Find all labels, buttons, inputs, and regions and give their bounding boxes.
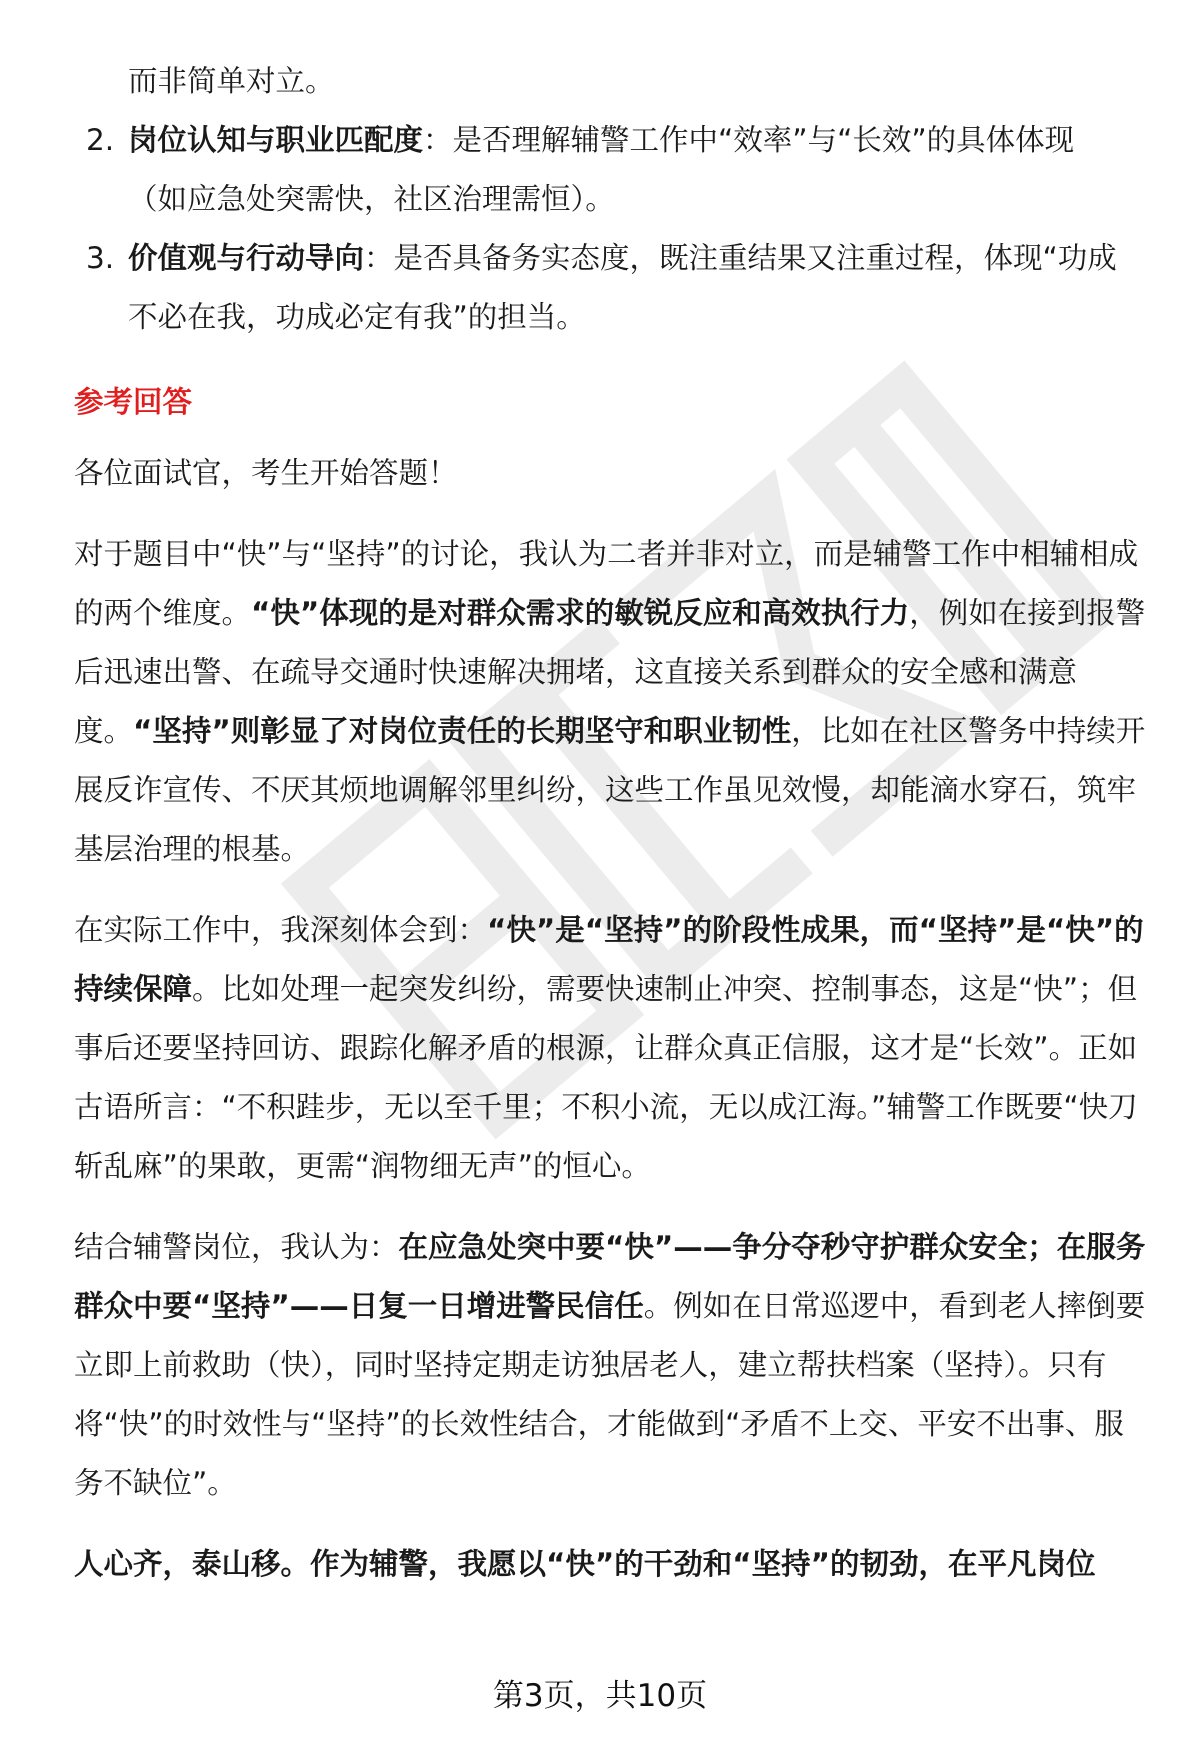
text: 在实际工作中，我深刻体会到： — [74, 913, 488, 947]
criteria-item — [74, 111, 1152, 229]
criteria-title: 价值观与行动导向 — [128, 241, 365, 275]
main-content — [74, 52, 1152, 1594]
criteria-text-cont: （如应急处突需快，社区治理需恒）。 — [128, 182, 615, 216]
bold-text: 在应急处突中要“快”——争分夺秒守护群众安全；在服务群众中要“坚持”——日复一日增进警民信任 — [74, 1230, 1146, 1323]
criteria-text-cont: 不必在我，功成必定有我”的担当。 — [128, 300, 586, 334]
list-number: 2. — [86, 123, 115, 157]
page-footer: 第3页，共10页 — [492, 1678, 708, 1714]
bold-text: 人心齐，泰山移。作为辅警，我愿以“快”的干劲和“坚持”的韧劲，在平凡岗位 — [74, 1547, 1096, 1581]
text: ，比如在社区警务中持续开展反诈宣传、不厌其烦地调解邻里纠纷，这些工作虽见效慢，却能滴水穿石，筑牢基层治理的根基。 — [74, 714, 1146, 866]
criteria-text: ：是否理解辅警工作中“效率”与“长效”的具体体现 — [423, 123, 1075, 157]
greeting: 各位面试官，考生开始答题！ — [74, 456, 458, 490]
bold-text: “快”是“坚持”的阶段性成果，而“坚持”是“快”的持续保障 — [74, 913, 1144, 1006]
continuation-line: 而非简单对立。 — [128, 64, 335, 98]
criteria-list — [74, 111, 1152, 347]
criteria-title: 岗位认知与职业匹配度 — [128, 123, 424, 157]
paragraph-2 — [74, 901, 1152, 1196]
text: 。比如处理一起突发纠纷，需要快速制止冲突、控制事态，这是“快”；但事后还要坚持回访、跟踪化解矛盾的根源，让群众真正信服，这才是“长效”。正如古语所言：“不积跬步，无以至千里；不积小流，无以成江海。”辅警工作既要“快刀斩乱麻”的果敢，更需“润物细无声”的恒心。 — [74, 972, 1138, 1183]
text: 结合辅警岗位，我认为： — [74, 1230, 399, 1264]
criteria-item — [74, 229, 1152, 347]
criteria-text: ：是否具备务实态度，既注重结果又注重过程，体现“功成 — [364, 241, 1117, 275]
paragraph-4 — [74, 1535, 1152, 1594]
text: 。例如在日常巡逻中，看到老人摔倒要立即上前救助（快），同时坚持定期走访独居老人，建立帮扶档案（坚持）。只有将“快”的时效性与“坚持”的长效性结合，才能做到“矛盾不上交、平安不出事、服务不缺位”。 — [74, 1289, 1146, 1500]
bold-text: “快”体现的是对群众需求的敏锐反应和高效执行力 — [251, 596, 910, 630]
paragraph-1 — [74, 525, 1152, 879]
list-number: 3. — [86, 241, 115, 275]
answer-heading: 参考回答 — [74, 385, 193, 419]
text: ，例如在接到报警后迅速出警、在疏导交通时快速解决拥堵，这直接关系到群众的安全感和满意度。 — [74, 596, 1146, 748]
paragraph-3 — [74, 1218, 1152, 1513]
text: 对于题目中“快”与“坚持”的讨论，我认为二者并非对立，而是辅警工作中相辅相成的两个维度。 — [74, 537, 1139, 630]
bold-text: “坚持”则彰显了对岗位责任的长期坚守和职业韧性 — [133, 714, 792, 748]
